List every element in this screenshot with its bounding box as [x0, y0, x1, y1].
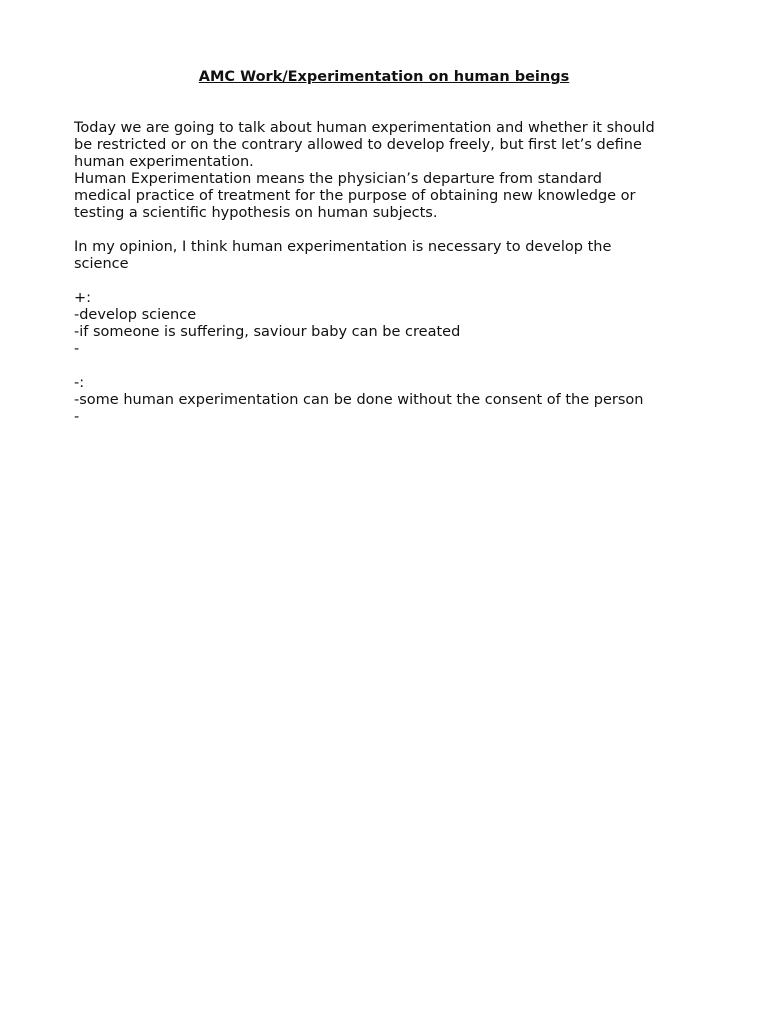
- body-line: Today we are going to talk about human experimentation and whether it should: [74, 120, 655, 136]
- cons-item: -: [74, 409, 80, 425]
- pros-item: -develop science: [74, 307, 197, 323]
- document-body: [74, 120, 714, 426]
- blank-line: [74, 222, 714, 239]
- body-line: In my opinion, I think human experimentation is necessary to develop the: [74, 239, 612, 255]
- body-line: Human Experimentation means the physician’s departure from standard: [74, 171, 602, 187]
- body-line: medical practice of treatment for the purpose of obtaining new knowledge or: [74, 188, 636, 204]
- body-line: be restricted or on the contrary allowed to develop freely, but first let’s define: [74, 137, 642, 153]
- cons-heading: -:: [74, 375, 85, 391]
- cons-item: -some human experimentation can be done without the consent of the person: [74, 392, 644, 408]
- body-line: testing a scientific hypothesis on human subjects.: [74, 205, 438, 221]
- body-line: human experimentation.: [74, 154, 254, 170]
- body-line: science: [74, 256, 129, 272]
- pros-item: -: [74, 341, 80, 357]
- blank-line: [74, 273, 714, 290]
- pros-heading: +:: [74, 290, 92, 306]
- document-title: AMC Work/Experimentation on human beings: [198, 69, 570, 85]
- pros-item: -if someone is suffering, saviour baby can be created: [74, 324, 461, 340]
- blank-line: [74, 358, 714, 375]
